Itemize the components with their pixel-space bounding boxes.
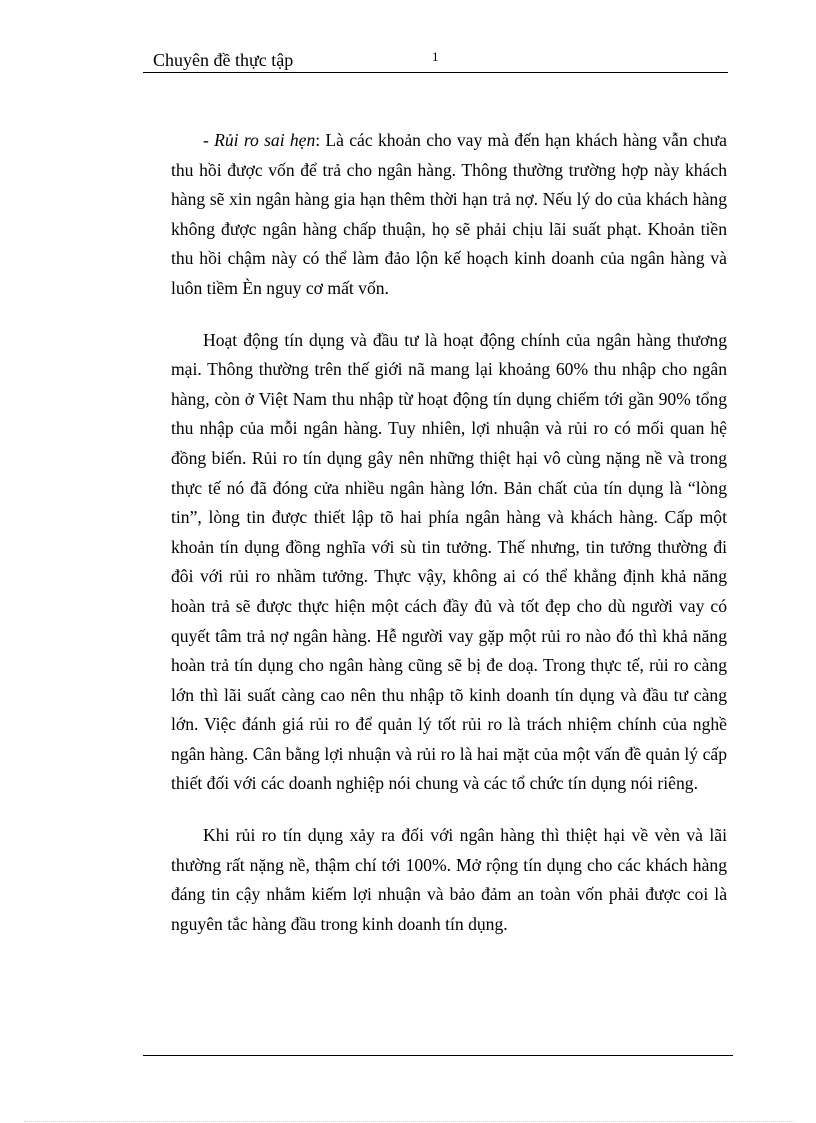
bullet-dash: -: [203, 130, 215, 150]
page-bottom-edge: [24, 1121, 794, 1122]
document-body: [171, 126, 727, 939]
header-title: Chuyên đề thực tập: [153, 50, 294, 70]
page-number: 1: [432, 49, 439, 64]
term-late-payment-risk: Rủi ro sai hẹn: [214, 130, 316, 150]
paragraph-credit-activities: [171, 326, 727, 800]
paragraph-text: Khi rủi ro tín dụng xảy ra đối với ngân hàng thì thiệt hại về vèn và lãi thường rất nặng nề, thậm chí tới 100%. Mở rộng tín dụng cho các khách hàng đáng tin cậy nhằm kiếm lợi nhuận và bảo đảm an toàn vốn phải được coi là nguyên tắc hàng đầu trong kinh doanh tín dụng.: [171, 825, 727, 934]
paragraph-credit-expansion: [171, 821, 727, 939]
paragraph-late-payment-risk: [171, 126, 727, 304]
header-divider: [143, 72, 728, 73]
paragraph-text: Hoạt động tín dụng và đầu tư là hoạt động chính của ngân hàng thương mại. Thông thường trên thế giới nã mang lại khoảng 60% thu nhập cho ngân hàng, còn ở Việt Nam thu nhập từ hoạt động tín dụng chiếm tới gần 90% tổng thu nhập của mỗi ngân hàng. Tuy nhiên, lợi nhuận và rủi ro có mối quan hệ đồng biến. Rủi ro tín dụng gây nên những thiệt hại vô cùng nặng nề và trong thực tế nó đã đóng cửa nhiều ngân hàng lớn. Bản chất của tín dụng là “lòng tin”, lòng tin được thiết lập tõ hai phía ngân hàng và khách hàng. Cấp một khoản tín dụng đồng nghĩa với sù tin tưởng. Thế nhưng, tin tưởng thường đi đôi với rủi ro nhầm tưởng. Thực vậy, không ai có thể khẳng định khả năng hoàn trả sẽ được thực hiện một cách đầy đủ và tốt đẹp cho dù người vay có quyết tâm trả nợ ngân hàng. Hễ người vay gặp một rủi ro nào đó thì khả năng hoàn trả tín dụng cho ngân hàng cũng sẽ bị đe doạ. Trong thực tế, rủi ro càng lớn thì lãi suất càng cao nên thu nhập tõ kinh doanh tín dụng và đầu tư càng lớn. Việc đánh giá rủi ro để quản lý tốt rủi ro là trách nhiệm chính của nghề ngân hàng. Cân bằng lợi nhuận và rủi ro là hai mặt của một vấn đề quản lý cấp thiết đối với các doanh nghiệp nói chung và các tổ chức tín dụng nói riêng.: [171, 329, 727, 794]
paragraph-text: : Là các khoản cho vay mà đến hạn khách hàng vẫn chưa thu hồi được vốn để trả cho ngân hàng. Thông thường trường hợp này khách hàng sẽ xin ngân hàng gia hạn thêm thời hạn trả nợ. Nếu lý do của khách hàng không được ngân hàng chấp thuận, họ sẽ phải chịu lãi suất phạt. Khoản tiền thu hồi chậm này có thể làm đảo lộn kế hoạch kinh doanh của ngân hàng và luôn tiềm Èn nguy cơ mất vốn.: [171, 130, 727, 298]
footer-divider: [143, 1055, 733, 1056]
